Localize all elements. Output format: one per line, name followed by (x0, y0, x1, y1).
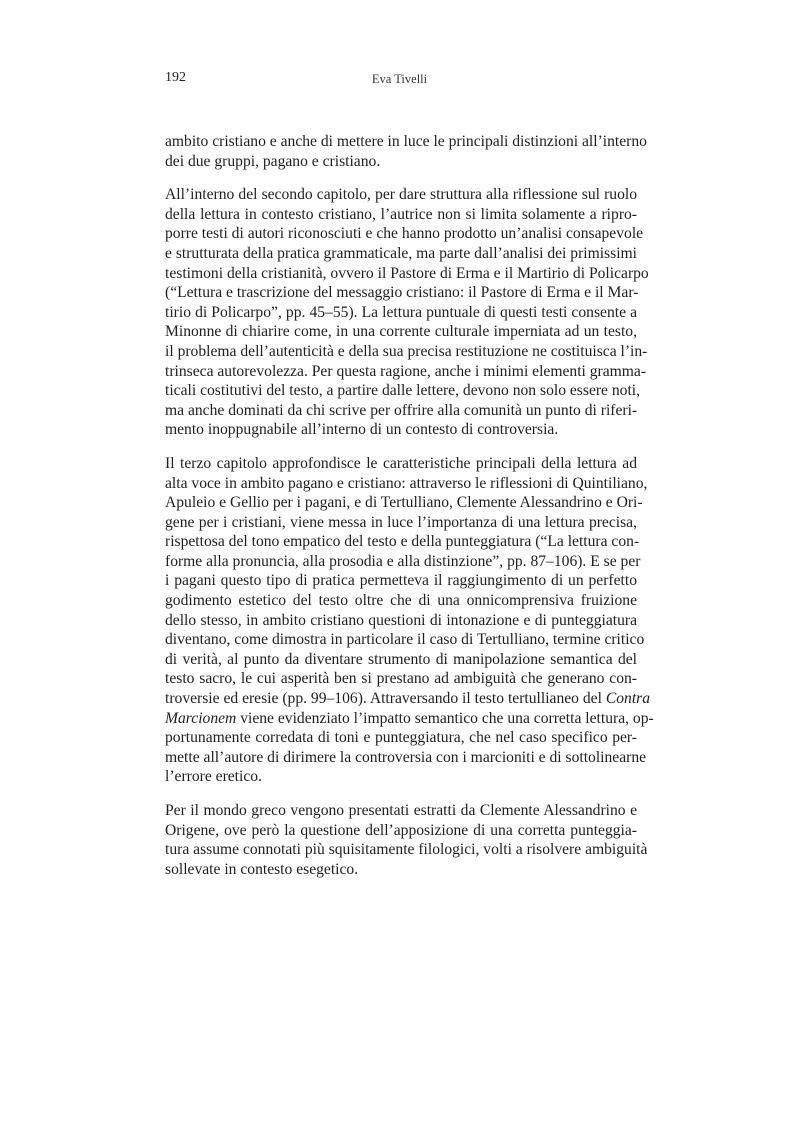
text-line: porre testi di autori riconosciuti e che hanno prodotto un’analisi consapevole (165, 225, 644, 243)
text-line: Per il mondo greco vengono presentati estratti da Clemente Alessandrino e (165, 802, 637, 819)
running-head-author: Eva Tivelli (371, 72, 428, 86)
text-line: e strutturata della pratica grammaticale, ma parte dall’analisi dei primissimi (165, 244, 637, 262)
text-line: (“Lettura e trascrizione del messaggio cristiano: il Pastore di Erma e il Mar- (165, 284, 639, 302)
text-line: dello stesso, in ambito cristiano questioni di intonazione e di punteggiatura (165, 611, 637, 629)
text-line: Minonne di chiarire come, in una corrente culturale imperniata ad un testo, (165, 323, 637, 341)
text-line: godimento estetico del testo oltre che di una onnicomprensiva fruizione (165, 592, 637, 610)
text-line: dei due gruppi, pagano e cristiano. (165, 152, 381, 170)
text-line: mento inoppugnabile all’interno di un contesto di controversia. (165, 421, 559, 439)
text-line: trinseca autorevolezza. Per questa ragione, anche i minimi elementi gramma- (165, 362, 647, 380)
text-line: i pagani questo tipo di pratica permetteva il raggiungimento di un perfetto (165, 572, 637, 590)
text-line: di verità, al punto da diventare strumento di manipolazione semantica del (165, 650, 637, 668)
text-line: tura assume connotati più squisitamente filologici, volti a risolvere ambiguità (165, 841, 648, 859)
italic-title: Contra (605, 690, 651, 708)
text-line: gene per i cristiani, viene messa in luce l’importanza di una lettura precisa, (165, 513, 637, 531)
paragraph (165, 454, 654, 787)
text-line: diventano, come dimostra in particolare il caso di Tertulliano, termine critico (165, 631, 645, 649)
text-line: ambito cristiano e anche di mettere in luce le principali distinzioni all’interno (165, 133, 647, 150)
text-line: Apuleio e Gellio per i pagani, e di Tertulliano, Clemente Alessandrino e Ori- (165, 494, 643, 512)
text-line: sollevate in contesto esegetico. (165, 860, 359, 878)
text-line: All’interno del secondo capitolo, per dare struttura alla riflessione sul ruolo (165, 186, 637, 204)
italic-title: Marcionem (165, 709, 237, 727)
text-line: alta voce in ambito pagano e cristiano: attraverso le riflessioni di Quintiliano, (165, 474, 648, 492)
text-line: troversie ed eresie (pp. 99–106). Attraversando il testo tertullianeo del Contra (165, 690, 651, 708)
text-line: testimoni della cristianità, ovvero il Pastore di Erma e il Martirio di Policarpo (165, 264, 649, 282)
text-line: Il terzo capitolo approfondisce le caratteristiche principali della lettura ad (165, 454, 637, 472)
text-line: il problema dell’autenticità e della sua precisa restituzione ne costituisca l’in- (165, 342, 648, 360)
paragraph (165, 801, 648, 879)
text-line: tirio di Policarpo”, pp. 45–55). La lettura puntuale di questi testi consente a (165, 303, 637, 321)
text-line: ma anche dominati da chi scrive per offrire alla comunità un punto di riferi- (165, 401, 638, 419)
text-line: mette all’autore di dirimere la controversia con i marcioniti e di sottolinearne (165, 748, 647, 766)
page-number: 192 (165, 70, 186, 85)
text-line: forme alla pronuncia, alla prosodia e alla distinzione”, pp. 87–106). E se per (165, 552, 641, 570)
text-line: l’errore eretico. (165, 768, 262, 786)
text-line: della lettura in contesto cristiano, l’autrice non si limita solamente a ripro- (165, 205, 637, 223)
body-text (165, 132, 654, 893)
text-line: Marcionem viene evidenziato l’impatto semantico che una corretta lettura, op- (165, 709, 654, 727)
text-line: rispettosa del tono empatico del testo e della punteggiatura (“La lettura con- (165, 533, 640, 551)
text-line: Origene, ove però la questione dell’apposizione di una corretta punteggia- (165, 821, 637, 839)
text-line: ticali costitutivi del testo, a partire dalle lettere, devono non solo essere noti, (165, 382, 641, 400)
text-line: testo sacro, le cui asperità ben si prestano ad ambiguità che generano con- (165, 670, 637, 688)
text-line: portunamente corredata di toni e punteggiatura, che nel caso specifico per- (165, 729, 637, 747)
paragraph (165, 132, 647, 171)
paragraph (165, 185, 649, 440)
